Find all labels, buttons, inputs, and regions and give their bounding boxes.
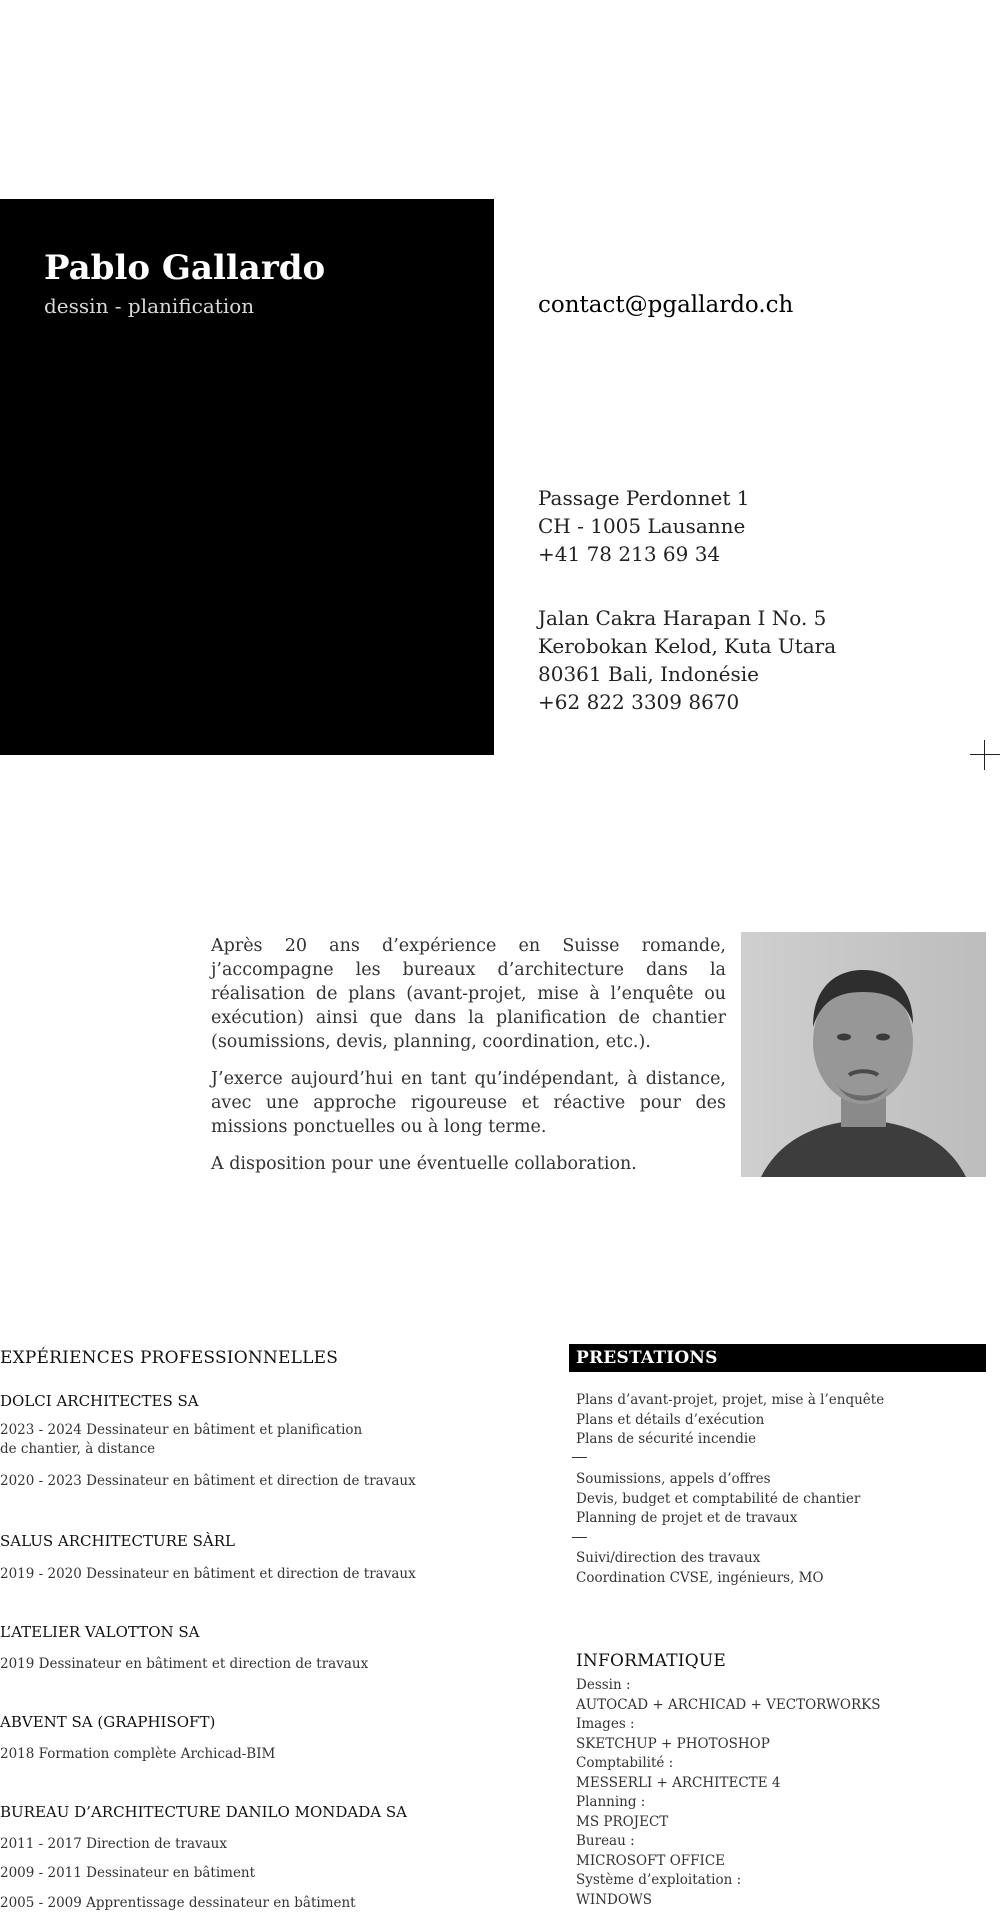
company-name: L’ATELIER VALOTTON SA: [0, 1623, 200, 1641]
company-name: BUREAU D’ARCHITECTURE DANILO MONDADA SA: [0, 1803, 407, 1821]
job-entry: 2011 - 2017 Direction de travaux: [0, 1836, 227, 1852]
info-line: Comptabilité :: [576, 1755, 674, 1771]
info-line: Système d’exploitation :: [576, 1872, 742, 1888]
job-entry: 2020 - 2023 Dessinateur en bâtiment et direction de travaux: [0, 1473, 416, 1489]
info-line: SKETCHUP + PHOTOSHOP: [576, 1735, 770, 1752]
prestation-item: Plans de sécurité incendie: [576, 1431, 757, 1447]
info-line: AUTOCAD + ARCHICAD + VECTORWORKS: [576, 1696, 881, 1713]
info-line: Bureau :: [576, 1833, 635, 1849]
job-entry: 2019 - 2020 Dessinateur en bâtiment et direction de travaux: [0, 1566, 416, 1582]
divider: [572, 1537, 587, 1538]
tagline: dessin - planification: [44, 294, 255, 318]
phone-number[interactable]: +62 822 3309 8670: [538, 690, 740, 714]
intro-paragraph: A disposition pour une éventuelle collaboration.: [211, 1154, 637, 1174]
prestation-item: Plans d’avant-projet, projet, mise à l’enquête: [576, 1392, 885, 1408]
intro-paragraph: J’exerce aujourd’hui en tant qu’indépendant, à distance, avec une approche rigoureuse et réactive pour des missions ponctuelles ou à long terme.: [211, 1069, 726, 1137]
info-line: WINDOWS: [576, 1891, 653, 1908]
portrait-image: [741, 932, 986, 1177]
job-entry: 2019 Dessinateur en bâtiment et direction de travaux: [0, 1656, 369, 1672]
info-line: Images :: [576, 1716, 635, 1732]
info-line: MICROSOFT OFFICE: [576, 1852, 726, 1869]
company-name: DOLCI ARCHITECTES SA: [0, 1392, 199, 1410]
address-line: Kerobokan Kelod, Kuta Utara: [538, 634, 837, 658]
prestation-item: Suivi/direction des travaux: [576, 1550, 761, 1566]
page-title: Pablo Gallardo: [44, 248, 326, 288]
portrait-photo: [741, 932, 986, 1177]
prestations-group: [576, 1549, 824, 1588]
prestations-group: [576, 1470, 860, 1529]
job-entry: 2018 Formation complète Archicad-BIM: [0, 1746, 276, 1762]
prestation-item: Plans et détails d’exécution: [576, 1411, 765, 1428]
informatique-title: INFORMATIQUE: [576, 1651, 727, 1671]
address-line: 80361 Bali, Indonésie: [538, 662, 759, 686]
prestation-item: Devis, budget et comptabilité de chantier: [576, 1490, 861, 1507]
email-link[interactable]: contact@pgallardo.ch: [538, 292, 794, 318]
intro-text: [211, 934, 726, 1189]
company-name: ABVENT SA (GRAPHISOFT): [0, 1713, 216, 1731]
phone-number[interactable]: +41 78 213 69 34: [538, 542, 721, 566]
prestation-item: Soumissions, appels d’offres: [576, 1471, 771, 1487]
intro-paragraph: Après 20 ans d’expérience en Suisse romande, j’accompagne les bureaux d’architecture dans la réalisation de plans (avant-projet, mise à l’enquête ou exécution) ainsi que dans la planification de chantier (soumissions, devis, planning, coordination, etc.).: [211, 936, 726, 1052]
address-line: CH - 1005 Lausanne: [538, 514, 746, 538]
experience-title: EXPÉRIENCES PROFESSIONNELLES: [0, 1348, 339, 1368]
company-name: SALUS ARCHITECTURE SÀRL: [0, 1532, 235, 1550]
informatique-list: [576, 1676, 880, 1910]
prestations-title: PRESTATIONS: [576, 1348, 718, 1368]
divider: [572, 1457, 587, 1458]
address-switzerland: [538, 484, 749, 568]
prestation-item: Planning de projet et de travaux: [576, 1510, 798, 1526]
info-line: Dessin :: [576, 1677, 631, 1693]
prestations-group: [576, 1391, 884, 1450]
prestation-item: Coordination CVSE, ingénieurs, MO: [576, 1569, 824, 1586]
address-line: Passage Perdonnet 1: [538, 486, 750, 510]
job-entry: 2023 - 2024 Dessinateur en bâtiment et planification de chantier, à distance: [0, 1422, 363, 1457]
plus-icon: [970, 740, 1000, 770]
info-line: MS PROJECT: [576, 1813, 669, 1830]
job-entry: 2005 - 2009 Apprentissage dessinateur en bâtiment: [0, 1895, 356, 1911]
address-indonesia: [538, 604, 836, 716]
info-line: MESSERLI + ARCHITECTE 4: [576, 1774, 781, 1791]
job-entry: 2009 - 2011 Dessinateur en bâtiment: [0, 1865, 256, 1881]
address-line: Jalan Cakra Harapan I No. 5: [538, 606, 827, 630]
info-line: Planning :: [576, 1794, 646, 1810]
